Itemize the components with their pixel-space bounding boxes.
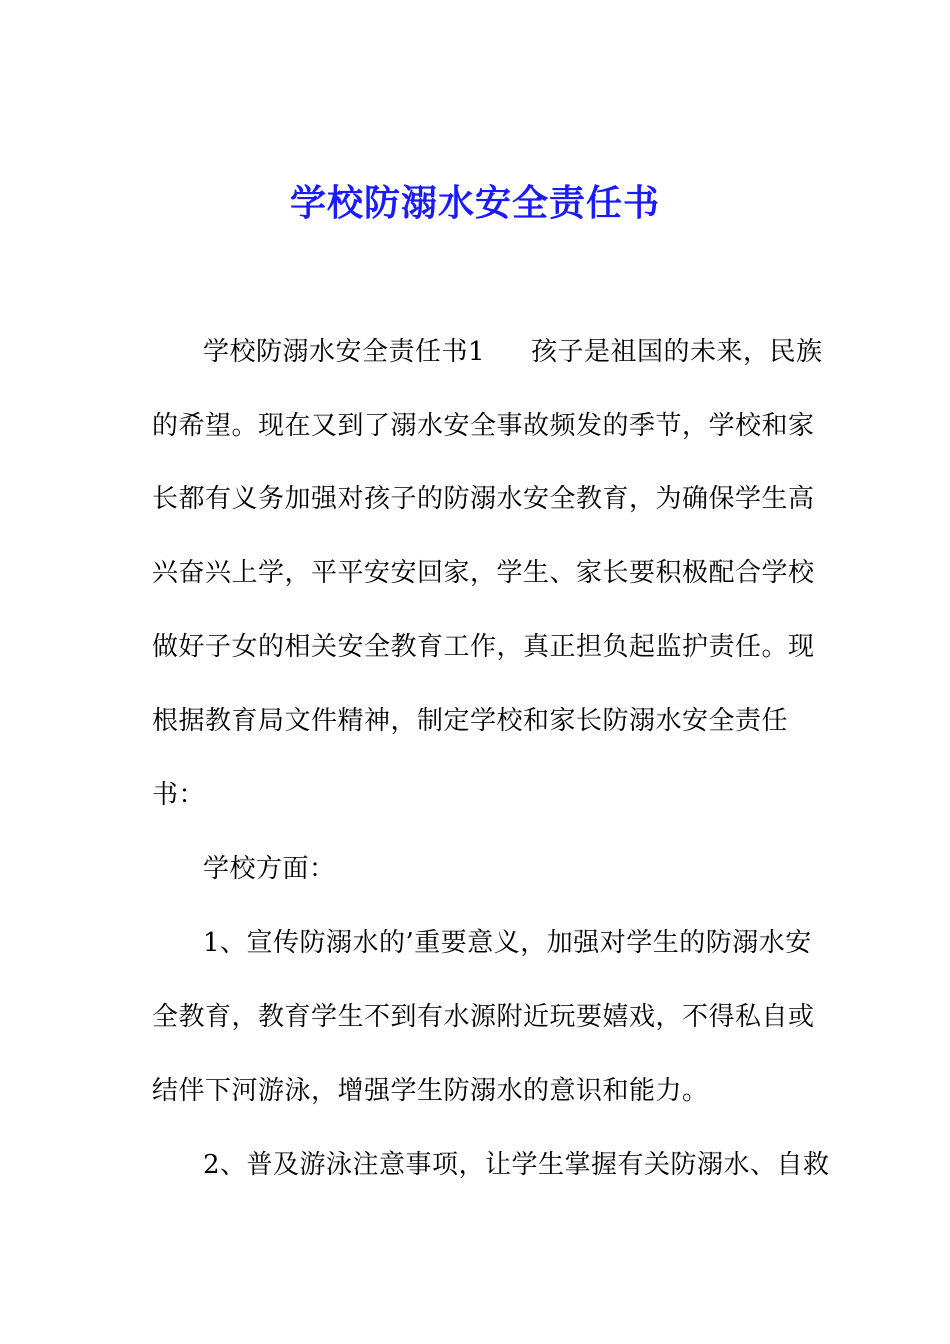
paragraph-line: 做好子女的相关安全教育工作，真正担负起监护责任。现 [152, 632, 815, 662]
paragraph-line: 根据教育局文件精神，制定学校和家长防溺水安全责任 [152, 706, 789, 736]
paragraph-line [203, 334, 823, 370]
paragraph-line: 结伴下河游泳，增强学生防溺水的意识和能力。 [152, 1076, 709, 1106]
paragraph-line: 书： [152, 780, 206, 810]
paragraph-line: 长都有义务加强对孩子的防溺水安全教育，为确保学生高 [152, 484, 815, 514]
paragraph-text: 孩子是祖国的未来，民族 [531, 337, 823, 367]
section-heading: 学校防溺水安全责任书1 [203, 337, 486, 367]
document-title: 学校防溺水安全责任书 [289, 183, 660, 224]
paragraph-line: 全教育，教育学生不到有水源附近玩要嬉戏，不得私自或 [152, 1002, 815, 1032]
paragraph-line: 的希望。现在又到了溺水安全事故频发的季节，学校和家 [152, 411, 815, 441]
section-heading: 学校方面： [203, 854, 336, 884]
paragraph-line: 2、普及游泳注意事项，让学生掌握有关防溺水、自救 [203, 1150, 830, 1180]
paragraph-line: 1、宣传防溺水的’重要意义，加强对学生的防溺水安 [203, 928, 812, 958]
paragraph-line: 兴奋兴上学，平平安安回家，学生、家长要积极配合学校 [152, 558, 815, 588]
